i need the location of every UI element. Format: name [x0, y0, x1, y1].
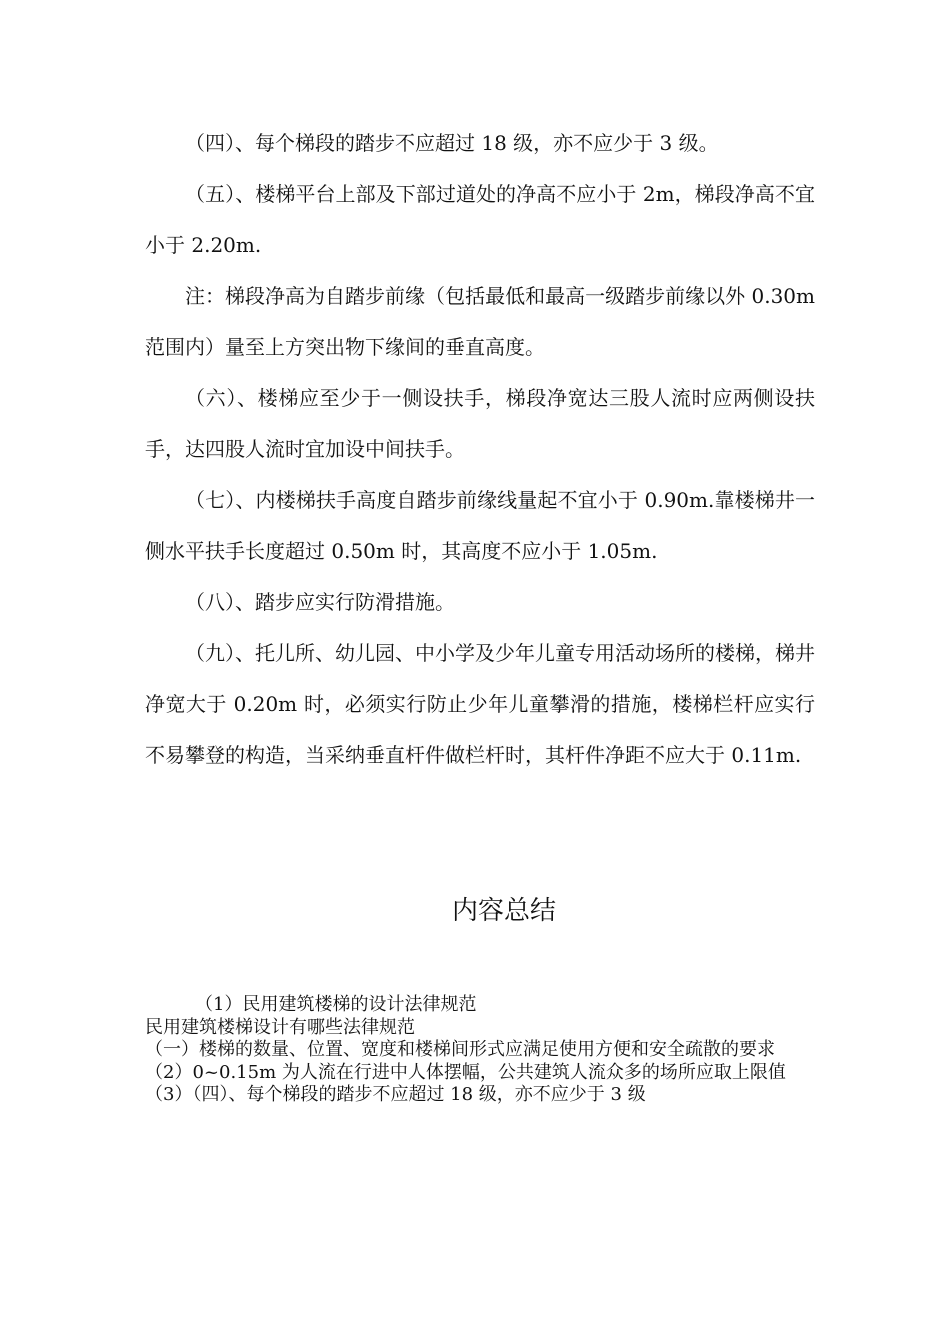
paragraph-7: （七）、内楼梯扶手高度自踏步前缘线量起不宜小于 0.90m.靠楼梯井一侧水平扶手长度超过 0.50m 时，其高度不应小于 1.05m. [145, 488, 815, 563]
paragraph-note: 注：梯段净高为自踏步前缘（包括最低和最高一级踏步前缘以外 0.30m 范围内）量至上方突出物下缘间的垂直高度。 [145, 284, 815, 359]
paragraph-6: （六）、楼梯应至少于一侧设扶手，梯段净宽达三股人流时应两侧设扶手，达四股人流时宜加设中间扶手。 [145, 386, 815, 461]
paragraph-4: （四）、每个梯段的踏步不应超过 18 级，亦不应少于 3 级。 [185, 131, 719, 155]
summary-line: （2）0~0.15m 为人流在行进中人体摆幅，公共建筑人流众多的场所应取上限值 [145, 1061, 786, 1083]
summary-line: （1）民用建筑楼梯的设计法律规范 [195, 994, 477, 1015]
summary-title: 内容总结 [451, 896, 556, 926]
summary-line: 民用建筑楼梯设计有哪些法律规范 [145, 1016, 415, 1038]
summary-section [145, 994, 805, 1107]
body-text [145, 118, 815, 781]
summary-line: （一）楼梯的数量、位置、宽度和楼梯间形式应满足使用方便和安全疏散的要求 [145, 1039, 775, 1060]
paragraph-9: （九）、托儿所、幼儿园、中小学及少年儿童专用活动场所的楼梯，梯井净宽大于 0.20m 时，必须实行防止少年儿童攀滑的措施，楼梯栏杆应实行不易攀登的构造，当采纳垂直杆件做栏杆时，其杆件净距不应大于 0.11m. [145, 641, 815, 767]
paragraph-5: （五）、楼梯平台上部及下部过道处的净高不应小于 2m，梯段净高不宜小于 2.20m. [145, 182, 815, 257]
paragraph-8: （八）、踏步应实行防滑措施。 [185, 590, 455, 614]
summary-line: （3）（四）、每个梯段的踏步不应超过 18 级，亦不应少于 3 级 [145, 1084, 646, 1105]
